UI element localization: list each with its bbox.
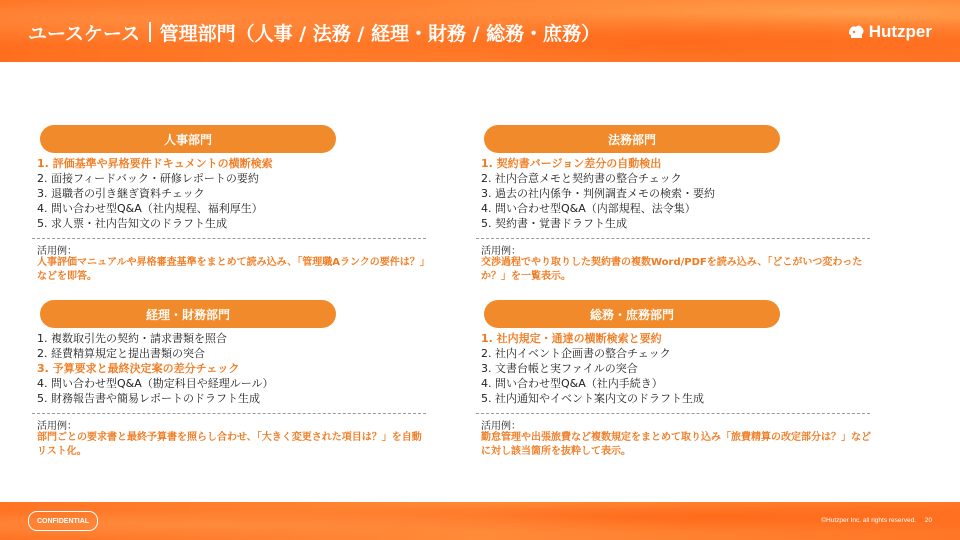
logo-mark-icon [847, 23, 865, 41]
list-item: 4. 問い合わせ型Q&A（社内手続き） [481, 377, 663, 390]
list-item: 5. 社内通知やイベント案内文のドラフト生成 [481, 392, 704, 405]
example-text: 交渉過程でやり取りした契約書の複数Word/PDFを読み込み、「どこがいつ変わったか？」を一覧表示。 [481, 257, 863, 282]
page-title-main: ユースケース [28, 22, 141, 45]
example-label: 活用例： [481, 246, 521, 257]
list-item: 2. 社内合意メモと契約書の整合チェック [481, 172, 682, 185]
title-divider [149, 22, 151, 42]
list-item: 3. 文書台帳と実ファイルの突合 [481, 362, 638, 375]
list-item: 1. 評価基準や昇格要件ドキュメントの横断検索 [37, 157, 273, 170]
hutzper-logo [847, 20, 932, 44]
example-text: 勤怠管理や出張旅費など複数規定をまとめて取り込み「旅費精算の改定部分は？」などに対し該当箇所を抜粋して表示。 [481, 432, 871, 457]
list-item: 4. 問い合わせ型Q&A（社内規程、福利厚生） [37, 202, 263, 215]
list-item: 5. 契約書・覚書ドラフト生成 [481, 217, 627, 230]
section-heading: 経理・財務部門 [40, 300, 336, 328]
use-case-list [37, 331, 432, 406]
use-case-list [481, 331, 876, 406]
list-item: 3. 過去の社内係争・判例調査メモの検索・要約 [481, 187, 715, 200]
list-item: 4. 問い合わせ型Q&A（勘定科目や経理ルール） [37, 377, 274, 390]
example-label: 活用例： [481, 421, 521, 432]
list-item: 3. 予算要求と最終決定案の差分チェック [37, 362, 240, 375]
list-item: 1. 複数取引先の契約・請求書類を照合 [37, 332, 227, 345]
section-legal [476, 125, 876, 285]
example-label: 活用例： [37, 421, 77, 432]
use-case-list [37, 156, 432, 231]
use-case-list [481, 156, 876, 231]
footer-banner [0, 502, 960, 540]
header-banner [0, 0, 960, 62]
section-accounting [32, 300, 432, 460]
list-item: 2. 面接フィードバック・研修レポートの要約 [37, 172, 259, 185]
list-item: 3. 退職者の引き継ぎ資料チェック [37, 187, 205, 200]
section-heading: 総務・庶務部門 [484, 300, 780, 328]
logo-text: Hutzper [868, 22, 932, 41]
dashed-divider [32, 413, 426, 414]
confidential-badge: CONFIDENTIAL [28, 511, 98, 531]
section-heading: 人事部門 [40, 125, 336, 153]
page-title [28, 18, 600, 46]
list-item: 5. 求人票・社内告知文のドラフト生成 [37, 217, 227, 230]
list-item: 2. 経費精算規定と提出書類の突合 [37, 347, 205, 360]
section-general-affairs [476, 300, 876, 460]
dashed-divider [476, 413, 870, 414]
dashed-divider [476, 238, 870, 239]
list-item: 4. 問い合わせ型Q&A（内部規程、法令集） [481, 202, 696, 215]
section-heading: 法務部門 [484, 125, 780, 153]
list-item: 1. 社内規定・通達の横断検索と要約 [481, 332, 662, 345]
example-label: 活用例： [37, 246, 77, 257]
section-hr [32, 125, 432, 285]
list-item: 5. 財務報告書や簡易レポートのドラフト生成 [37, 392, 260, 405]
dashed-divider [32, 238, 426, 239]
example-text: 人事評価マニュアルや昇格審査基準をまとめて読み込み、「管理職Aランクの要件は？」などを即答。 [37, 257, 430, 282]
page-title-sub: 管理部門（人事 / 法務 / 経理・財務 / 総務・庶務） [159, 22, 601, 45]
page-number: 20 [924, 517, 932, 524]
list-item: 1. 契約書バージョン差分の自動検出 [481, 157, 662, 170]
example-text: 部門ごとの要求書と最終予算書を照らし合わせ、「大きく変更された項目は？」を自動リスト化。 [37, 432, 422, 457]
copyright-text: ©Hutzper Inc. all rights reserved. [821, 517, 916, 524]
list-item: 2. 社内イベント企画書の整合チェック [481, 347, 671, 360]
